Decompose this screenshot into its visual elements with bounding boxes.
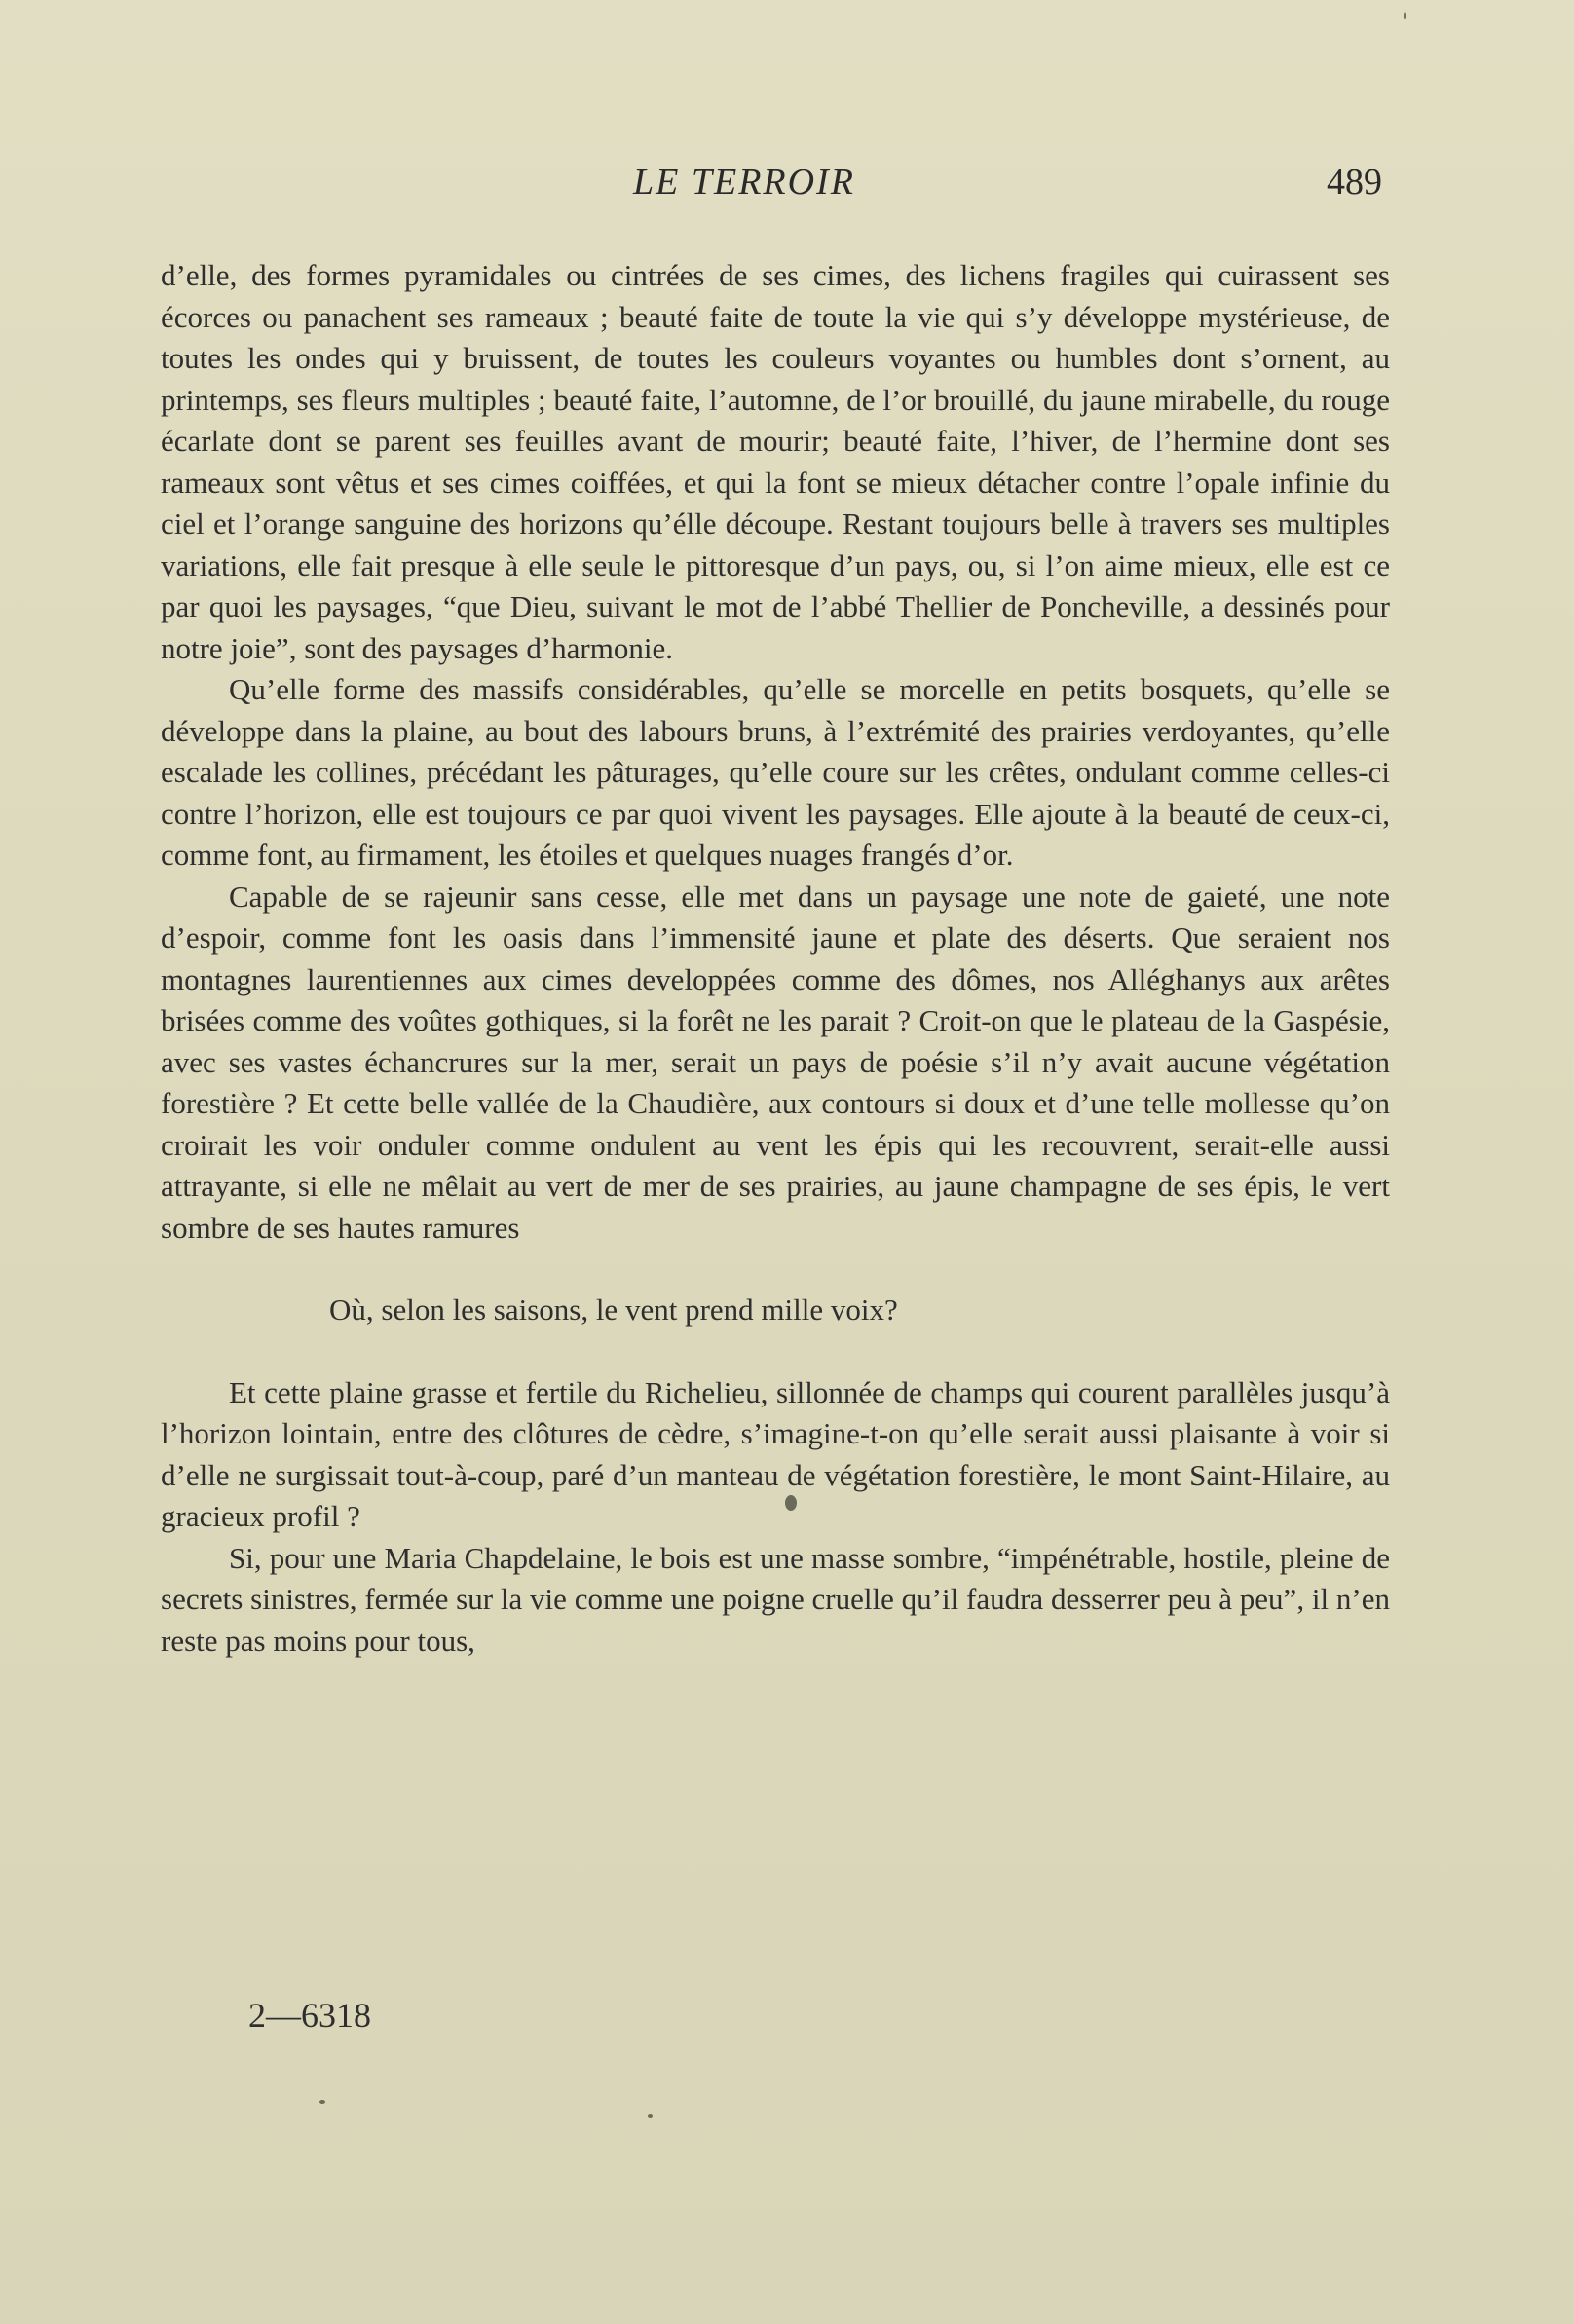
ink-speck: [648, 2114, 653, 2118]
paragraph: Si, pour une Maria Chapdelaine, le bois est une masse sombre, “impénétrable, hostile, pleine de secrets sinistres, fermée sur la vie comme une poigne cruelle qu’il faudra desserrer peu à peu”, il n’en reste pas moins pour tous,: [161, 1540, 1390, 1658]
ink-speck: [319, 2100, 325, 2104]
running-title: LE TERROIR: [633, 162, 855, 203]
ink-speck: [1404, 12, 1406, 19]
ink-speck: [785, 1495, 797, 1511]
running-head: [0, 161, 1574, 219]
printer-signature: 2—6318: [248, 1996, 371, 2035]
paragraph: Qu’elle forme des massifs considérables, qu’elle se morcelle en petits bosquets, qu’elle se développe dans la plaine, au bout des labours bruns, à l’extrémité des prairies verdoyantes, qu’elle escalade les collines, précédant les pâturages, qu’elle coure sur les crêtes, ondulant comme celles-ci contre l’horizon, elle est toujours ce par quoi vivent les paysages. Elle ajoute à la beauté de ceux-ci, comme font, au firmament, les étoiles et quelques nuages frangés d’or.: [161, 672, 1390, 872]
page-number: 489: [1327, 162, 1382, 203]
paragraph: Et cette plaine grasse et fertile du Richelieu, sillonnée de champs qui courent parallèles jusqu’à l’horizon lointain, entre des clôtures de cèdre, s’imagine-t-on qu’elle serait aussi plaisante à voir si d’elle ne surgissait tout-à-coup, paré d’un manteau de végétation forestière, le mont Saint-Hilaire, au gracieux profil ?: [161, 1374, 1390, 1533]
paragraph: Capable de se rajeunir sans cesse, elle met dans un paysage une note de gaieté, une note d’espoir, comme font les oasis dans l’immensité jaune et plate des déserts. Que seraient nos montagnes laurentiennes aux cimes developpées comme des dômes, nos Alléghanys aux arêtes brisées comme des voûtes gothiques, si la forêt ne les parait ? Croit-on que le plateau de la Gaspésie, avec ses vastes échancrures sur la mer, serait un pays de poésie s’il n’y avait aucune végétation forestière ? Et cette belle vallée de la Chaudière, aux contours si doux et d’une telle mollesse qu’on croirait les voir onduler comme ondulent au vent les épis qui les recouvrent, serait-elle aussi attrayante, si elle ne mêlait au vert de mer de ses prairies, au jaune champagne de ses épis, le vert sombre de ses hautes ramures: [161, 879, 1390, 1245]
verse-quote: Où, selon les saisons, le vent prend mille voix?: [329, 1293, 898, 1327]
paragraph-continuation: d’elle, des formes pyramidales ou cintrées de ses cimes, des lichens fragiles qui cuirassent ses écorces ou panachent ses rameaux ; beauté faite de toute la vie qui s’y développe mystérieuse, de toutes les ondes qui y bruissent, de toutes les couleurs voyantes ou humbles dont s’ornent, au printemps, ses fleurs multiples ; beauté faite, l’automne, de l’or brouillé, du jaune mirabelle, du rouge écarlate dont se parent ses feuilles avant de mourir; beauté faite, l’hiver, de l’hermine dont ses rameaux sont vêtus et ses cimes coiffées, et qui la font se mieux détacher contre l’opale infinie du ciel et l’orange sanguine des horizons qu’élle découpe. Restant toujours belle à travers ses multiples variations, elle fait presque à elle seule le pittoresque d’un pays, ou, si l’on aime mieux, elle est ce par quoi les paysages, “que Dieu, suivant le mot de l’abbé Thellier de Poncheville, a dessinés pour notre joie”, sont des paysages d’harmonie.: [161, 258, 1390, 665]
body-text: [161, 255, 1390, 1662]
